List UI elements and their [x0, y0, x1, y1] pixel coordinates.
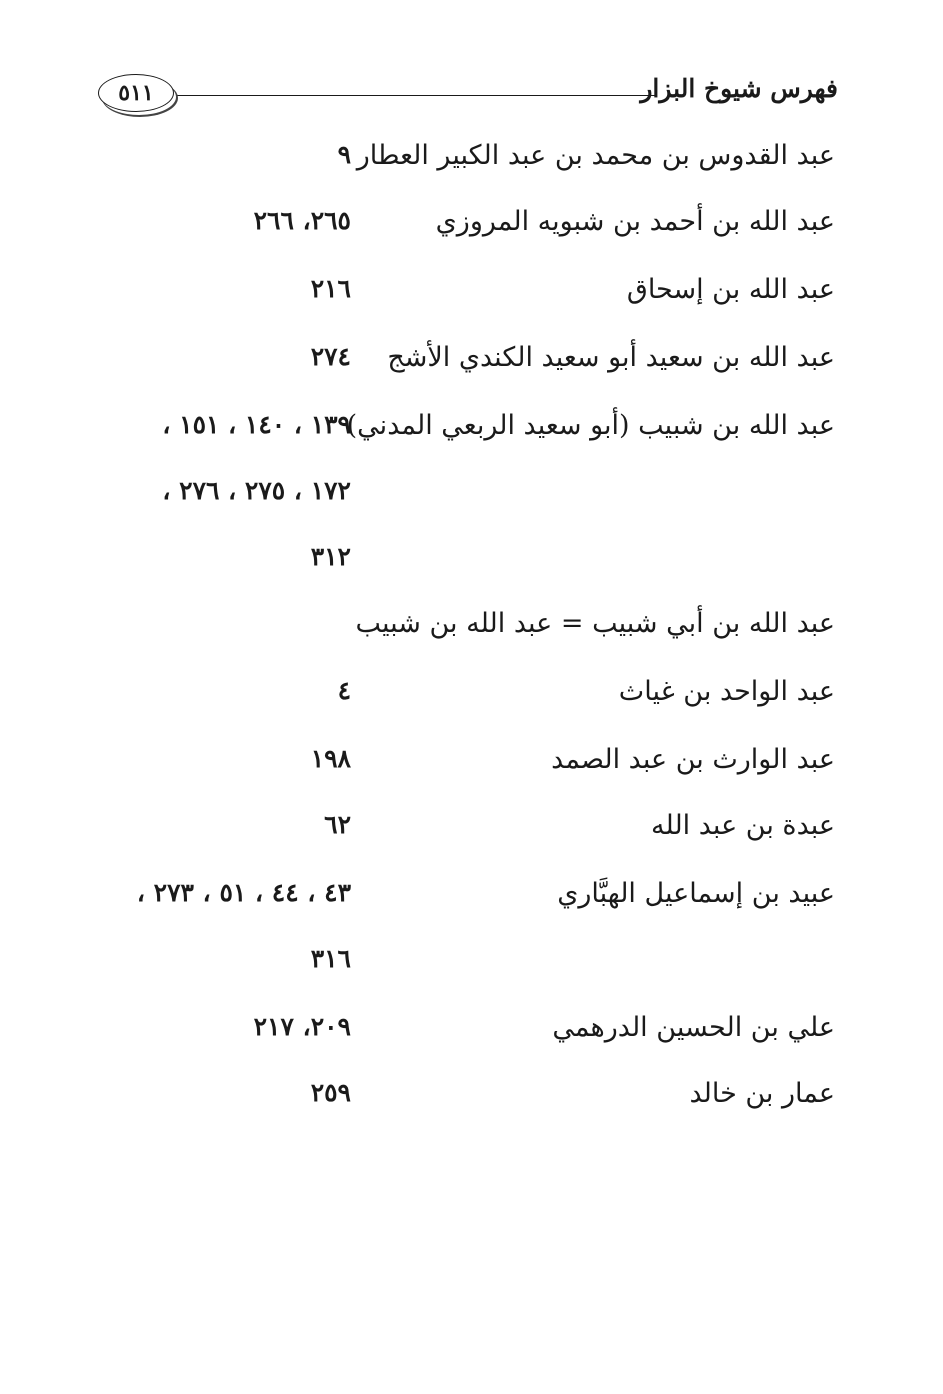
entry-pages: ٢٦٥، ٢٦٦ [253, 206, 351, 235]
entry-pages: ٣١٦ [310, 944, 351, 973]
entry-pages: ١٧٢ ، ٢٧٥ ، ٢٧٦ ، [162, 476, 351, 505]
page-number-badge: ٥١١ [98, 74, 174, 112]
entry-pages: ٢٧٤ [310, 342, 351, 371]
entry-pages: ٩ [337, 140, 351, 169]
entry-name: عبد الواحد بن غياث [618, 676, 835, 707]
entry-name: علي بن الحسين الدرهمي [552, 1012, 835, 1043]
entry-pages: ٢٠٩، ٢١٧ [253, 1012, 351, 1041]
entry-pages: ٣١٢ [310, 542, 351, 571]
entry-pages: ٢٥٩ [310, 1078, 351, 1107]
entry-name: عمار بن خالد [689, 1078, 835, 1109]
entry-pages: ٦٢ [324, 810, 351, 839]
entry-name: عبدة بن عبد الله [651, 810, 835, 841]
entry-pages: ١٣٩ ، ١٤٠ ، ١٥١ ، [162, 410, 351, 439]
entry-name: عبد الله بن شبيب (أبو سعيد الربعي المدني) [346, 410, 835, 441]
entry-name: عبد الله بن أحمد بن شبويه المروزي [435, 206, 835, 237]
header-title: فهرس شيوخ البزار [640, 74, 838, 103]
entry-name: عبد الله بن إسحاق [626, 274, 835, 305]
entry-pages: ٢١٦ [310, 274, 351, 303]
entry-name: عبد الله بن أبي شبيب = عبد الله بن شبيب [355, 608, 835, 639]
entry-pages: ٤ [337, 676, 351, 705]
entry-name: عبيد بن إسماعيل الهبَّاري [557, 878, 835, 909]
entry-name: عبد القدوس بن محمد بن عبد الكبير العطار [356, 140, 835, 171]
entry-name: عبد الله بن سعيد أبو سعيد الكندي الأشج [387, 342, 835, 373]
entry-name: عبد الوارث بن عبد الصمد [551, 744, 835, 775]
entry-pages: ١٩٨ [310, 744, 351, 773]
entry-pages: ٤٣ ، ٤٤ ، ٥١ ، ٢٧٣ ، [136, 878, 351, 907]
